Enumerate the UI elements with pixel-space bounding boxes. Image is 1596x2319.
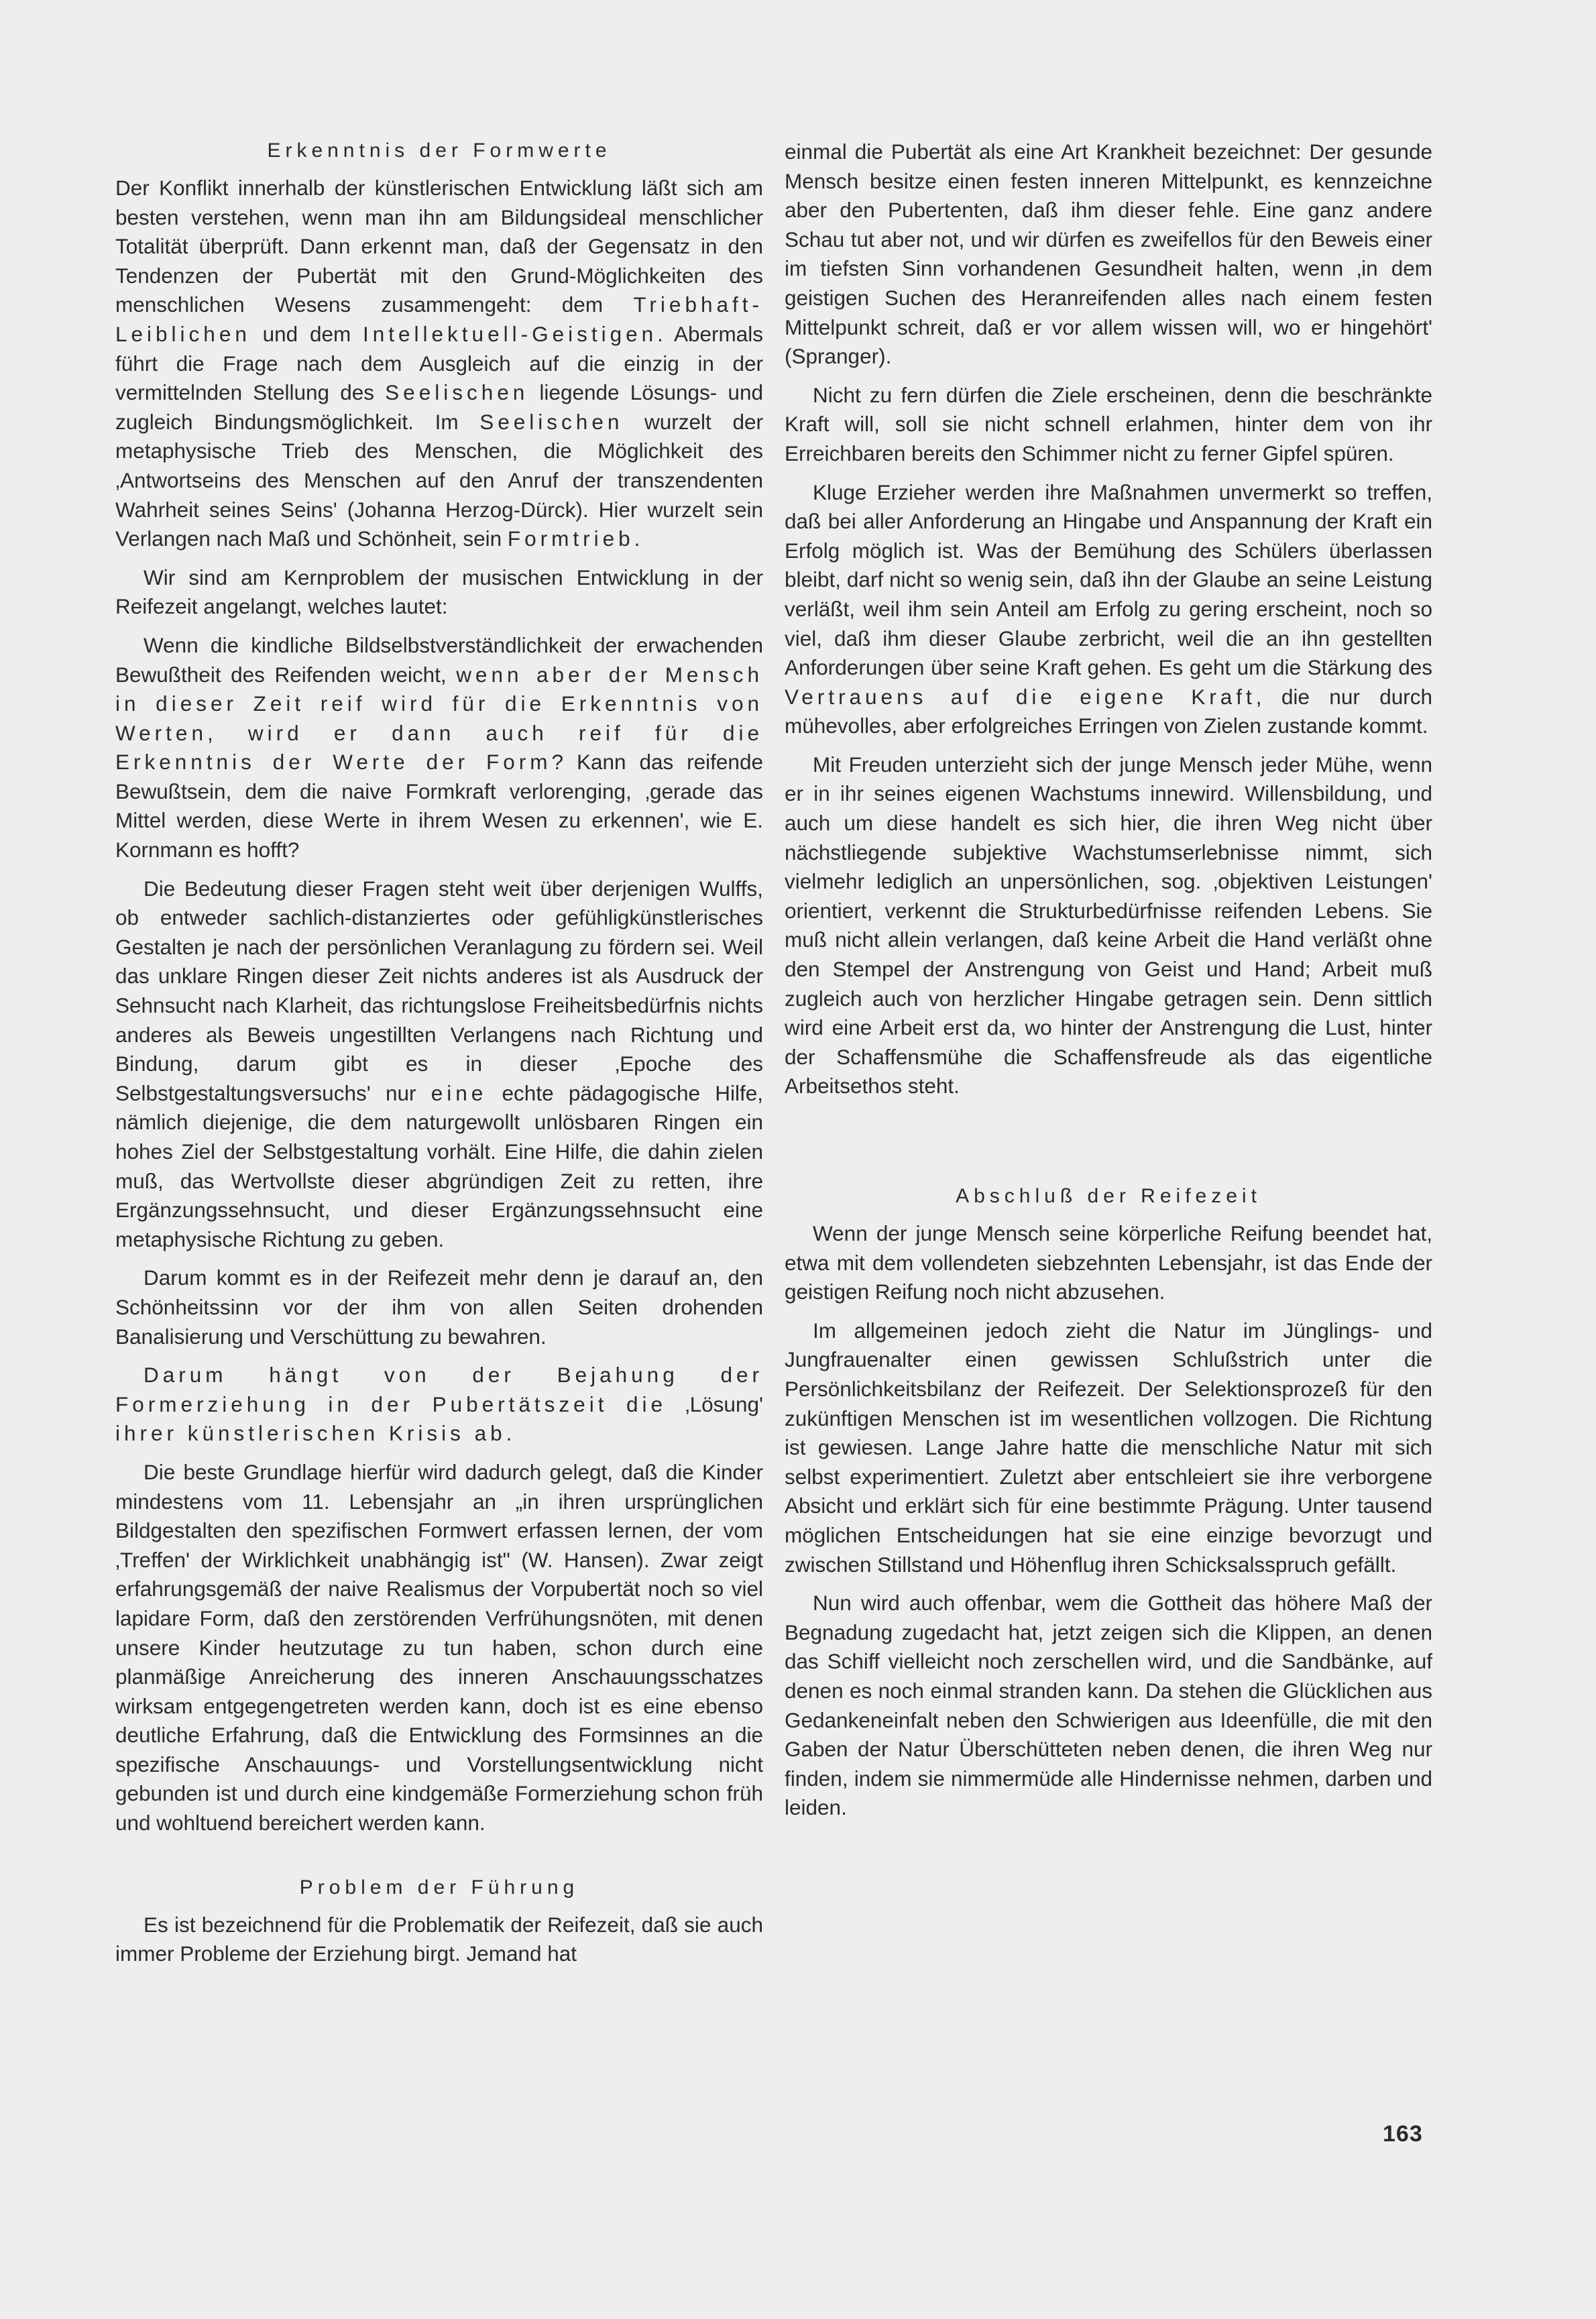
spaced-emphasis: eine xyxy=(431,1080,488,1105)
spaced-emphasis: Triebhaft-Leiblichen xyxy=(115,292,763,346)
spacer xyxy=(115,1848,763,1874)
spaced-emphasis: Darum hängt von der Bejahung der Formerziehung in der Pubertätszeit die xyxy=(115,1363,763,1416)
paragraph xyxy=(115,174,763,554)
spaced-emphasis: Intellektuell-Geistigen xyxy=(363,321,658,346)
section-heading-fuehrung: Problem der Führung xyxy=(299,1876,579,1899)
paragraph: Wir sind am Kernproblem der musischen Entwicklung in der Reifezeit angelangt, welches lautet: xyxy=(115,565,763,619)
text-run: . Abermals führt die Frage nach dem Ausgleich auf die einzig in der vermittelnden Stellung des xyxy=(115,321,763,405)
paragraph: Darum kommt es in der Reifezeit mehr denn je darauf an, den Schönheitssinn vor der ihm von allen Seiten drohenden Banalisierung und Verschüttung zu bewahren. xyxy=(115,1265,763,1349)
text-run: ‚Lösung' xyxy=(685,1392,763,1416)
text-run: ? Kann das reifende Bewußtsein, dem die naive Formkraft verlorenging, ‚gerade das Mittel werden, diese Werte in ihrem Wesen zu erkennen', wie E. Kornmann es hofft? xyxy=(115,750,763,862)
spaced-emphasis: Vertrauens auf die eigene Kraft xyxy=(785,684,1256,709)
paragraph: Im allgemeinen jedoch zieht die Natur im Jünglings- und Jungfrauenalter einen gewissen Schlußstrich unter die Persönlichkeitsbilanz der Reifezeit. Der Selektionsprozeß für den zukünftigen Menschen ist im wesentlichen vollzogen. Die Richtung ist gewiesen. Lange Jahre hatte die menschliche Natur mit sich selbst experimentiert. Zuletzt aber entschleiert sie ihre verborgene Absicht und erklärt sich für eine bestimmte Prägung. Unter tausend möglichen Entscheidungen hat sie eine einzige bevorzugt und zwischen Stillstand und Höhenflug ihren Schicksalsspruch gefällt. xyxy=(785,1318,1432,1577)
spaced-emphasis: wenn aber der Mensch in dieser Zeit reif wird für die Erkenntnis von Werten, wird er dann auch reif für die Erkenntnis der Werte der Form xyxy=(115,662,763,775)
text-run: wurzelt der metaphysische Trieb des Menschen, die Möglichkeit des ‚Antwortseins des Menschen auf den Anruf der transzendenten Wahrheit seines Seins' (Johanna Herzog-Dürck). Hier wurzelt sein Verlangen nach Maß und Schönheit, sein xyxy=(115,409,764,551)
paragraph: Nicht zu fern dürfen die Ziele erscheinen, denn die beschränkte Kraft will, soll sie nicht schnell erlahmen, hinter dem von ihr Erreichbaren bereits den Schimmer nicht zu ferner Gipfel spüren. xyxy=(785,382,1432,465)
spaced-emphasis: Seelischen xyxy=(479,409,624,434)
spaced-emphasis: Formtrieb xyxy=(507,526,634,551)
text-run: Der Konflikt innerhalb der künstlerischen Entwicklung läßt sich am besten verstehen, wenn man ihn am Bildungsideal menschlicher Totalität überprüft. Dann erkennt man, daß der Gegensatz in den Tendenzen der Pubertät mit den Grund-Möglichkeiten des menschlichen Wesens zusammengeht: dem xyxy=(115,176,763,317)
paragraph: Wenn der junge Mensch seine körperliche Reifung beendet hat, etwa mit dem vollendeten siebzehnten Lebensjahr, ist das Ende der geistigen Reifung noch nicht abzusehen. xyxy=(785,1221,1432,1304)
paragraph: Es ist bezeichnend für die Problematik der Reifezeit, daß sie auch immer Probleme der Erziehung birgt. Jemand hat xyxy=(115,1912,763,1966)
paragraph xyxy=(115,874,763,1255)
spacer xyxy=(785,1111,1432,1183)
text-run: und dem xyxy=(250,321,363,346)
text-run: Die Bedeutung dieser Fragen steht weit über derjenigen Wulffs, ob entweder sachlich-distanziertes oder gefühligkünstlerisches Gestalten je nach der persönlichen Veranlagung zu fördern sei. Weil das unklare Ringen dieser Zeit nichts anderes ist als Ausdruck der Sehnsucht nach Klarheit, das richtungslose Freiheitsbedürfnis nichts anderes als Beweis ungestillten Verlangens nach Richtung und Bindung, darum gibt es in dieser ‚Epoche des Selbstgestaltungsversuchs' nur xyxy=(115,876,763,1105)
text-run: . xyxy=(634,526,640,551)
page-number: 163 xyxy=(1383,2121,1423,2147)
paragraph: Mit Freuden unterzieht sich der junge Mensch jeder Mühe, wenn er in ihr seines eigenen Wachstums innewird. Willensbildung, und auch um diese handelt es sich hier, die ihren Weg nicht über nächstliegende subjektive Wachstumserlebnisse nimmt, sich vielmehr lediglich an unpersönlichen, sog. ‚objektiven Leistungen' orientiert, verkennt die Strukturbedürfnisse reifenden Lebens. Sie muß nicht allein verlangen, daß keine Arbeit die Hand verläßt ohne den Stempel der Anstrengung von Geist und Hand; Arbeit muß zugleich auch von herzlicher Hingabe getragen sein. Denn sittlich wird eine Arbeit erst da, wo hinter der Anstrengung die Lust, hinter der Schaffensmühe die Schaffensfreude als das eigentliche Arbeitsethos steht. xyxy=(785,752,1432,1098)
paragraph: einmal die Pubertät als eine Art Krankheit bezeichnet: Der gesunde Mensch besitze einen festen inneren Mittelpunkt, es kennzeichne aber den Pubertenten, daß ihm dieser fehle. Eine ganz andere Schau tut aber not, und wir dürfen es zweifellos für den Beweis einer im tiefsten Sinn vorhandenen Gesundheit halten, wenn ‚in dem geistigen Suchen des Heranreifenden alles nach einem festen Mittelpunkt schreit, daß er vor allem wissen will, wo er hingehört' (Spranger). xyxy=(785,139,1432,369)
paragraph xyxy=(785,478,1432,741)
text-run: , die nur durch mühevolles, aber erfolgreiches Erringen von Zielen zustande kommt. xyxy=(785,684,1433,738)
text-run: Wenn die kindliche Bildselbstverständlichkeit der erwachenden Bewußtheit des Reifenden weicht, xyxy=(115,632,763,687)
paragraph: Die beste Grundlage hierfür wird dadurch gelegt, daß die Kinder mindestens vom 11. Lebensjahr an „in ihren ursprünglichen Bildgestalten den spezifischen Formwert erfassen lernen, der vom ‚Treffen' der Wirklichkeit unabhängig ist" (W. Hansen). Zwar zeigt erfahrungsgemäß der naive Realismus der Vorpubertät noch so viel lapidare Form, daß den zerstörenden Verfrühungsnöten, mit denen unsere Kinder heutzutage zu tun haben, schon durch eine planmäßige Anreicherung des inneren Anschauungsschatzes wirksam entgegengetreten werden kann, doch ist es eine ebenso deutliche Erfahrung, daß die Entwicklung des Formsinnes an die spezifische Anschauungs- und Vorstellungsentwicklung nicht gebunden ist und durch eine kindgemäße Formerziehung schon früh und wohltuend bereichert werden kann. xyxy=(115,1459,763,1835)
paragraph xyxy=(115,631,763,865)
paragraph: Nun wird auch offenbar, wem die Gottheit das höhere Maß der Begnadung zugedacht hat, jetzt zeigen sich die Klippen, an denen das Schiff vielleicht noch zerschellen wird, und die Sandbänke, auf denen es noch einmal stranden kann. Da stehen die Glücklichen aus Gedankeneinfalt neben den Schwierigen aus Ideenfülle, die mit den Gaben der Natur Überschütteten neben denen, die ihren Weg nur finden, indem sie nimmermüde alle Hindernisse nehmen, darben und leiden. xyxy=(785,1591,1432,1820)
right-column xyxy=(785,137,1432,1832)
paragraph xyxy=(115,1361,763,1449)
section-heading-abschluss: Abschluß der Reifezeit xyxy=(956,1185,1261,1207)
text-run: liegende Lösungs- und zugleich Bindungsmöglichkeit. Im xyxy=(115,380,763,434)
text-run: Kluge Erzieher werden ihre Maßnahmen unvermerkt so treffen, daß bei aller Anforderung an Hingabe und Anspannung der Kraft ein Erfolg möglich ist. Was der Bemühung des Schülers überlassen bleibt, darf nicht so wenig sein, daß ihn der Glaube an seine Leistung verläßt, weil ihm sein Anteil am Erfolg zu gering erscheint, noch so viel, daß ihm dieser Glaube zerbricht, weil die an ihn gestellten Anforderungen über seine Kraft gehen. Es geht um die Stärkung des xyxy=(785,479,1432,680)
left-column xyxy=(115,137,763,1978)
text-run: echte pädagogische Hilfe, nämlich diejenige, die dem naturgewollt unlösbaren Ringen ein hohes Ziel der Selbstgestaltung vorhält. Eine Hilfe, die dahin zielen muß, das Wertvollste dieser abgründigen Zeit zu retten, ihre Ergänzungssehnsucht, und dieser Ergänzungssehnsucht eine metaphysische Richtung zu geben. xyxy=(115,1080,763,1251)
section-heading-formwerte: Erkenntnis der Formwerte xyxy=(267,139,612,162)
spaced-emphasis: ihrer künstlerischen Krisis ab. xyxy=(115,1421,516,1446)
spaced-emphasis: Seelischen xyxy=(385,380,529,405)
